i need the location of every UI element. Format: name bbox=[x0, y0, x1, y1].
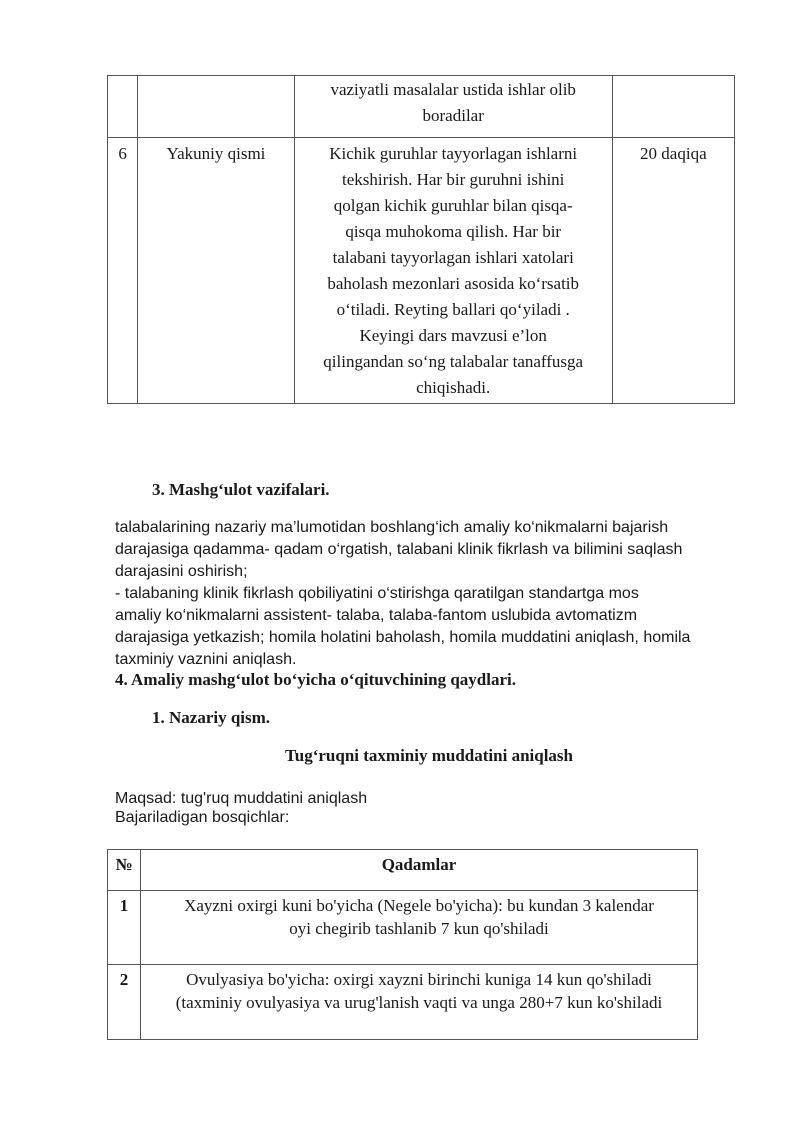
step-number-cell: 1 bbox=[108, 891, 141, 965]
lesson-stages-table bbox=[107, 75, 735, 404]
step-text-cell bbox=[141, 891, 698, 965]
text-line: oyi chegirib tashlanib 7 kun qo'shiladi bbox=[289, 919, 549, 938]
steps-table bbox=[107, 849, 698, 1040]
theory-part-heading: 1. Nazariy qism. bbox=[152, 708, 271, 727]
paragraph-line: talabalarining nazariy ma’lumotidan boshlang‘ich amaliy ko‘nikmalarni bajarish bbox=[115, 519, 669, 536]
text-line: o‘tiladi. Reyting ballari qo‘yiladi . bbox=[336, 300, 570, 319]
step-text-cell bbox=[141, 965, 698, 1040]
text-line: Keyingi dars mavzusi e’lon bbox=[359, 326, 547, 345]
text-line: qilingandan so‘ng talabalar tanaffusga bbox=[323, 352, 584, 371]
text-line: qisqa muhokoma qilish. Har bir bbox=[345, 222, 562, 241]
text-line: qolgan kichik guruhlar bilan qisqa- bbox=[333, 196, 573, 215]
table-row bbox=[108, 138, 735, 404]
section-4-heading: 4. Amaliy mashg‘ulot bo‘yicha o‘qituvchining qaydlari. bbox=[115, 670, 516, 689]
steps-label: Bajariladigan bosqichlar: bbox=[115, 809, 290, 826]
stage-number-cell: 6 bbox=[108, 138, 138, 404]
paragraph-line: taxminiy vaznini aniqlash. bbox=[115, 651, 297, 668]
step-number-cell: 2 bbox=[108, 965, 141, 1040]
stage-description-cell bbox=[294, 76, 612, 138]
text-line: talabani tayyorlagan ishlari xatolari bbox=[332, 248, 574, 267]
table-row bbox=[108, 76, 735, 138]
text-line: boradilar bbox=[422, 106, 484, 125]
stage-description-cell bbox=[294, 138, 612, 404]
stage-time-cell: 20 daqiqa bbox=[612, 138, 734, 404]
text-line: (taxminiy ovulyasiya va urug'lanish vaqti va unga 280+7 kun ko'shiladi bbox=[175, 993, 663, 1012]
number-column-header: № bbox=[108, 850, 141, 891]
paragraph-line: amaliy ko‘nikmalarni assistent- talaba, talaba-fantom uslubida avtomatizm bbox=[115, 607, 638, 624]
stage-number-cell bbox=[108, 76, 138, 138]
text-line: Kichik guruhlar tayyorlagan ishlarni bbox=[329, 144, 578, 163]
table-row bbox=[108, 891, 698, 965]
text-line: baholash mezonlari asosida ko‘rsatib bbox=[327, 274, 580, 293]
paragraph-line: - talabaning klinik fikrlash qobiliyatini o‘stirishga qaratilgan standartga mos bbox=[115, 585, 639, 602]
section-3-heading: 3. Mashg‘ulot vazifalari. bbox=[152, 480, 330, 499]
paragraph-line: darajasiga qadamma- qadam o‘rgatish, talabani klinik fikrlash va bilimini saqlash bbox=[115, 541, 683, 558]
text-line: vaziyatli masalalar ustida ishlar olib bbox=[330, 80, 576, 99]
table-header-row bbox=[108, 850, 698, 891]
section-3-body bbox=[115, 517, 755, 671]
stage-name-cell: Yakuniy qismi bbox=[138, 138, 294, 404]
stage-name-cell bbox=[138, 76, 294, 138]
text-line: chiqishadi. bbox=[416, 378, 491, 397]
text-line: tekshirish. Har bir guruhni ishini bbox=[342, 170, 565, 189]
text-line: Ovulyasiya bo'yicha: oxirgi xayzni birinchi kuniga 14 kun qo'shiladi bbox=[186, 970, 652, 989]
text-line: Xayzni oxirgi kuni bo'yicha (Negele bo'yicha): bu kundan 3 kalendar bbox=[184, 896, 654, 915]
table-row bbox=[108, 965, 698, 1040]
paragraph-line: darajasiga yetkazish; homila holatini baholash, homila muddatini aniqlash, homila bbox=[115, 629, 691, 646]
paragraph-line: darajasini oshirish; bbox=[115, 563, 248, 580]
goal-text: Maqsad: tug'ruq muddatini aniqlash bbox=[115, 790, 368, 807]
steps-column-header: Qadamlar bbox=[141, 850, 698, 891]
stage-time-cell bbox=[612, 76, 734, 138]
topic-title: Tug‘ruqni taxminiy muddatini aniqlash bbox=[284, 746, 573, 765]
